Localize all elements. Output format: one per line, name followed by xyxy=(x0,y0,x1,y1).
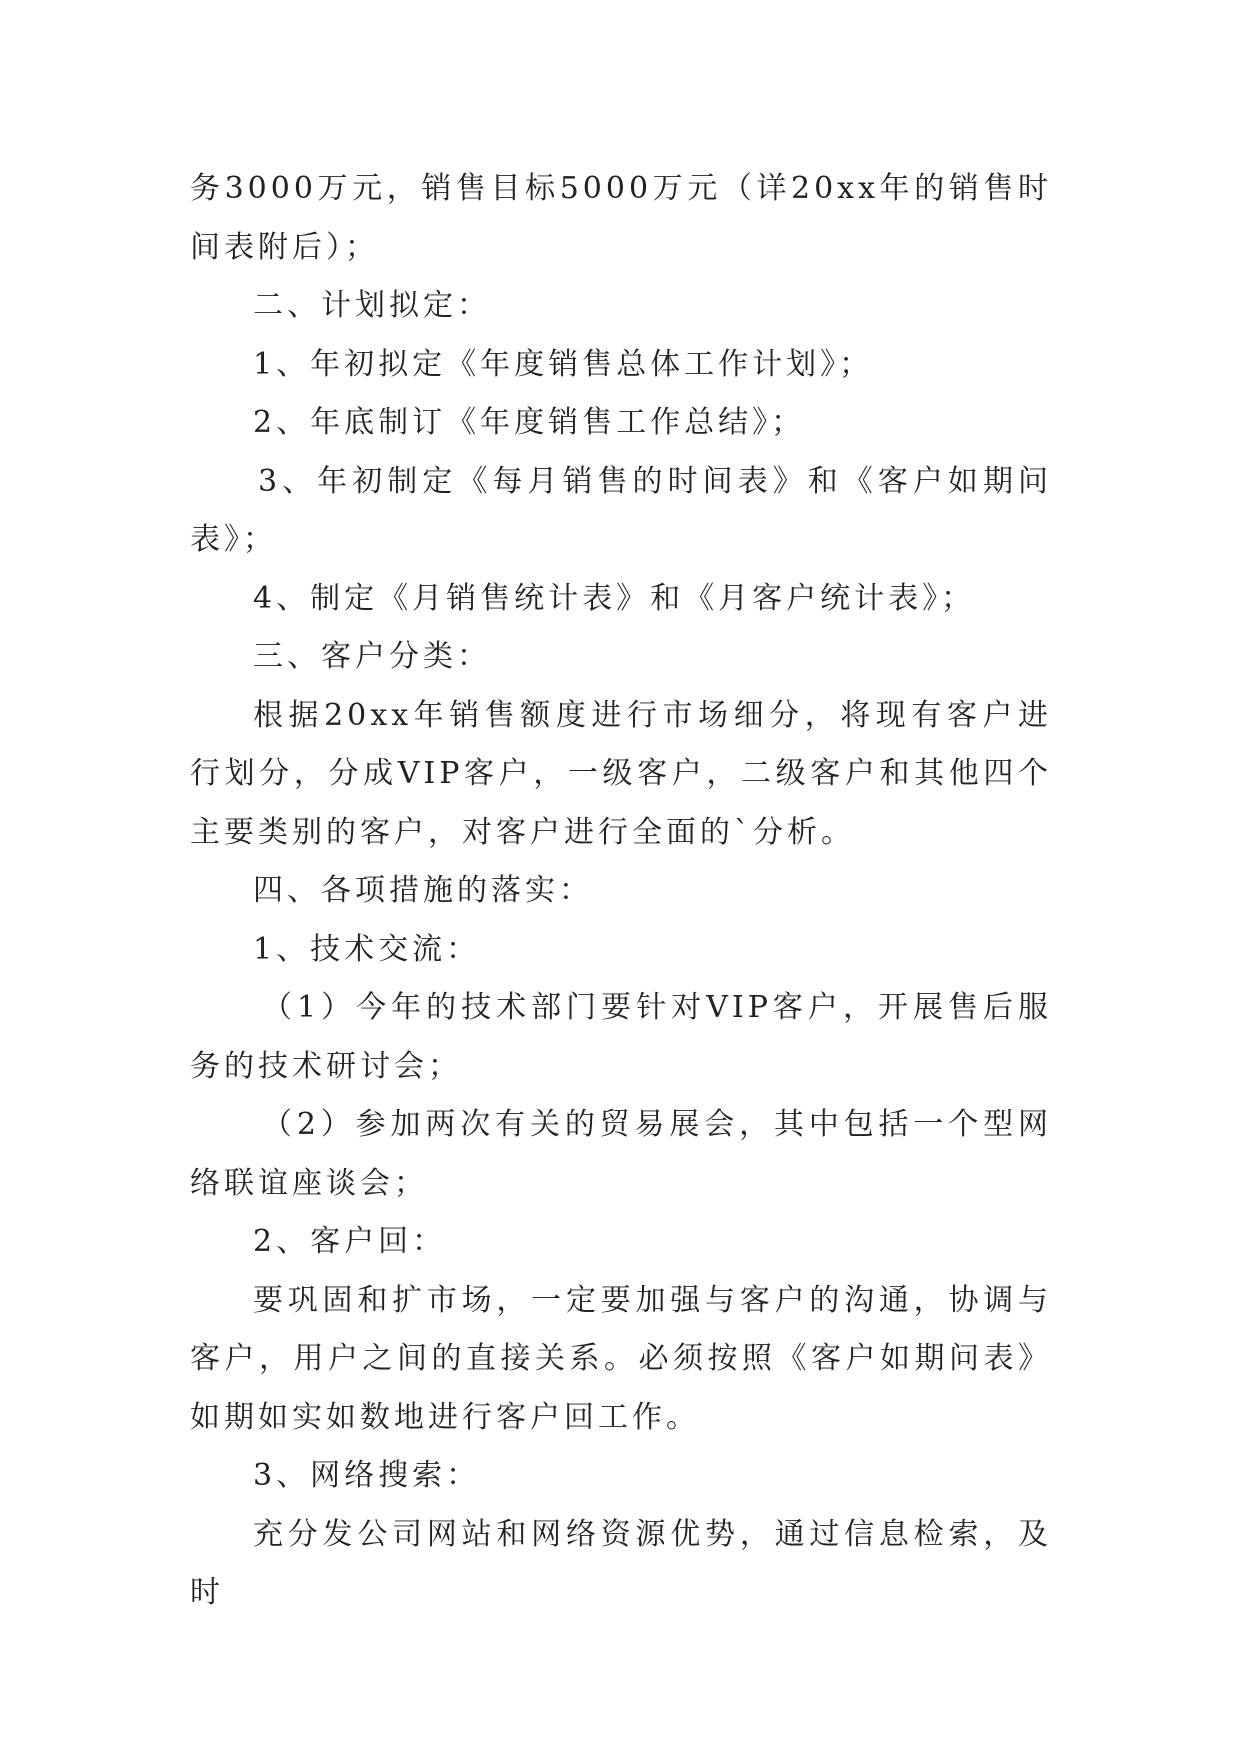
paragraph-customer-visit: 要巩固和扩市场，一定要加强与客户的沟通，协调与客户，用户之间的直接关系。必须按照《客户如期问表》如期如实如数地进行客户回工作。 xyxy=(190,1282,1052,1435)
paragraph-targets: 务3000万元，销售目标5000万元（详20xx年的销售时间表附后）； xyxy=(190,171,1052,265)
list-item-plan-1: 1、年初拟定《年度销售总体工作计划》； xyxy=(253,346,874,382)
paragraph-customer-classification: 根据20xx年销售额度进行市场细分，将现有客户进行划分，分成VIP客户，一级客户，二级客户和其他四个主要类别的客户，对客户进行全面的`分析。 xyxy=(190,697,1052,850)
paragraph-web-search: 充分发公司网站和网络资源优势，通过信息检索，及时 xyxy=(190,1516,1052,1610)
heading-measures: 四、各项措施的落实： xyxy=(253,873,593,908)
list-item-plan-4: 4、制定《月销售统计表》和《月客户统计表》； xyxy=(253,580,976,616)
list-item-plan-3: 3、年初制定《每月销售的时间表》和《客户如期问表》； xyxy=(190,463,1052,557)
subheading-web-search: 3、网络搜索： xyxy=(253,1458,481,1493)
subheading-tech-exchange: 1、技术交流： xyxy=(253,931,481,967)
document-body xyxy=(190,160,1052,1623)
subheading-customer-visit: 2、客户回： xyxy=(253,1224,447,1259)
list-item-plan-2: 2、年底制订《年度销售工作总结》； xyxy=(253,405,806,440)
list-item-tech-1: （1）今年的技术部门要针对VIP客户，开展售后服务的技术研讨会； xyxy=(190,990,1052,1084)
heading-plan: 二、计划拟定： xyxy=(253,288,491,323)
heading-customer-classification: 三、客户分类： xyxy=(253,639,491,674)
list-item-tech-2: （2）参加两次有关的贸易展会，其中包括一个型网络联谊座谈会； xyxy=(190,1107,1052,1201)
